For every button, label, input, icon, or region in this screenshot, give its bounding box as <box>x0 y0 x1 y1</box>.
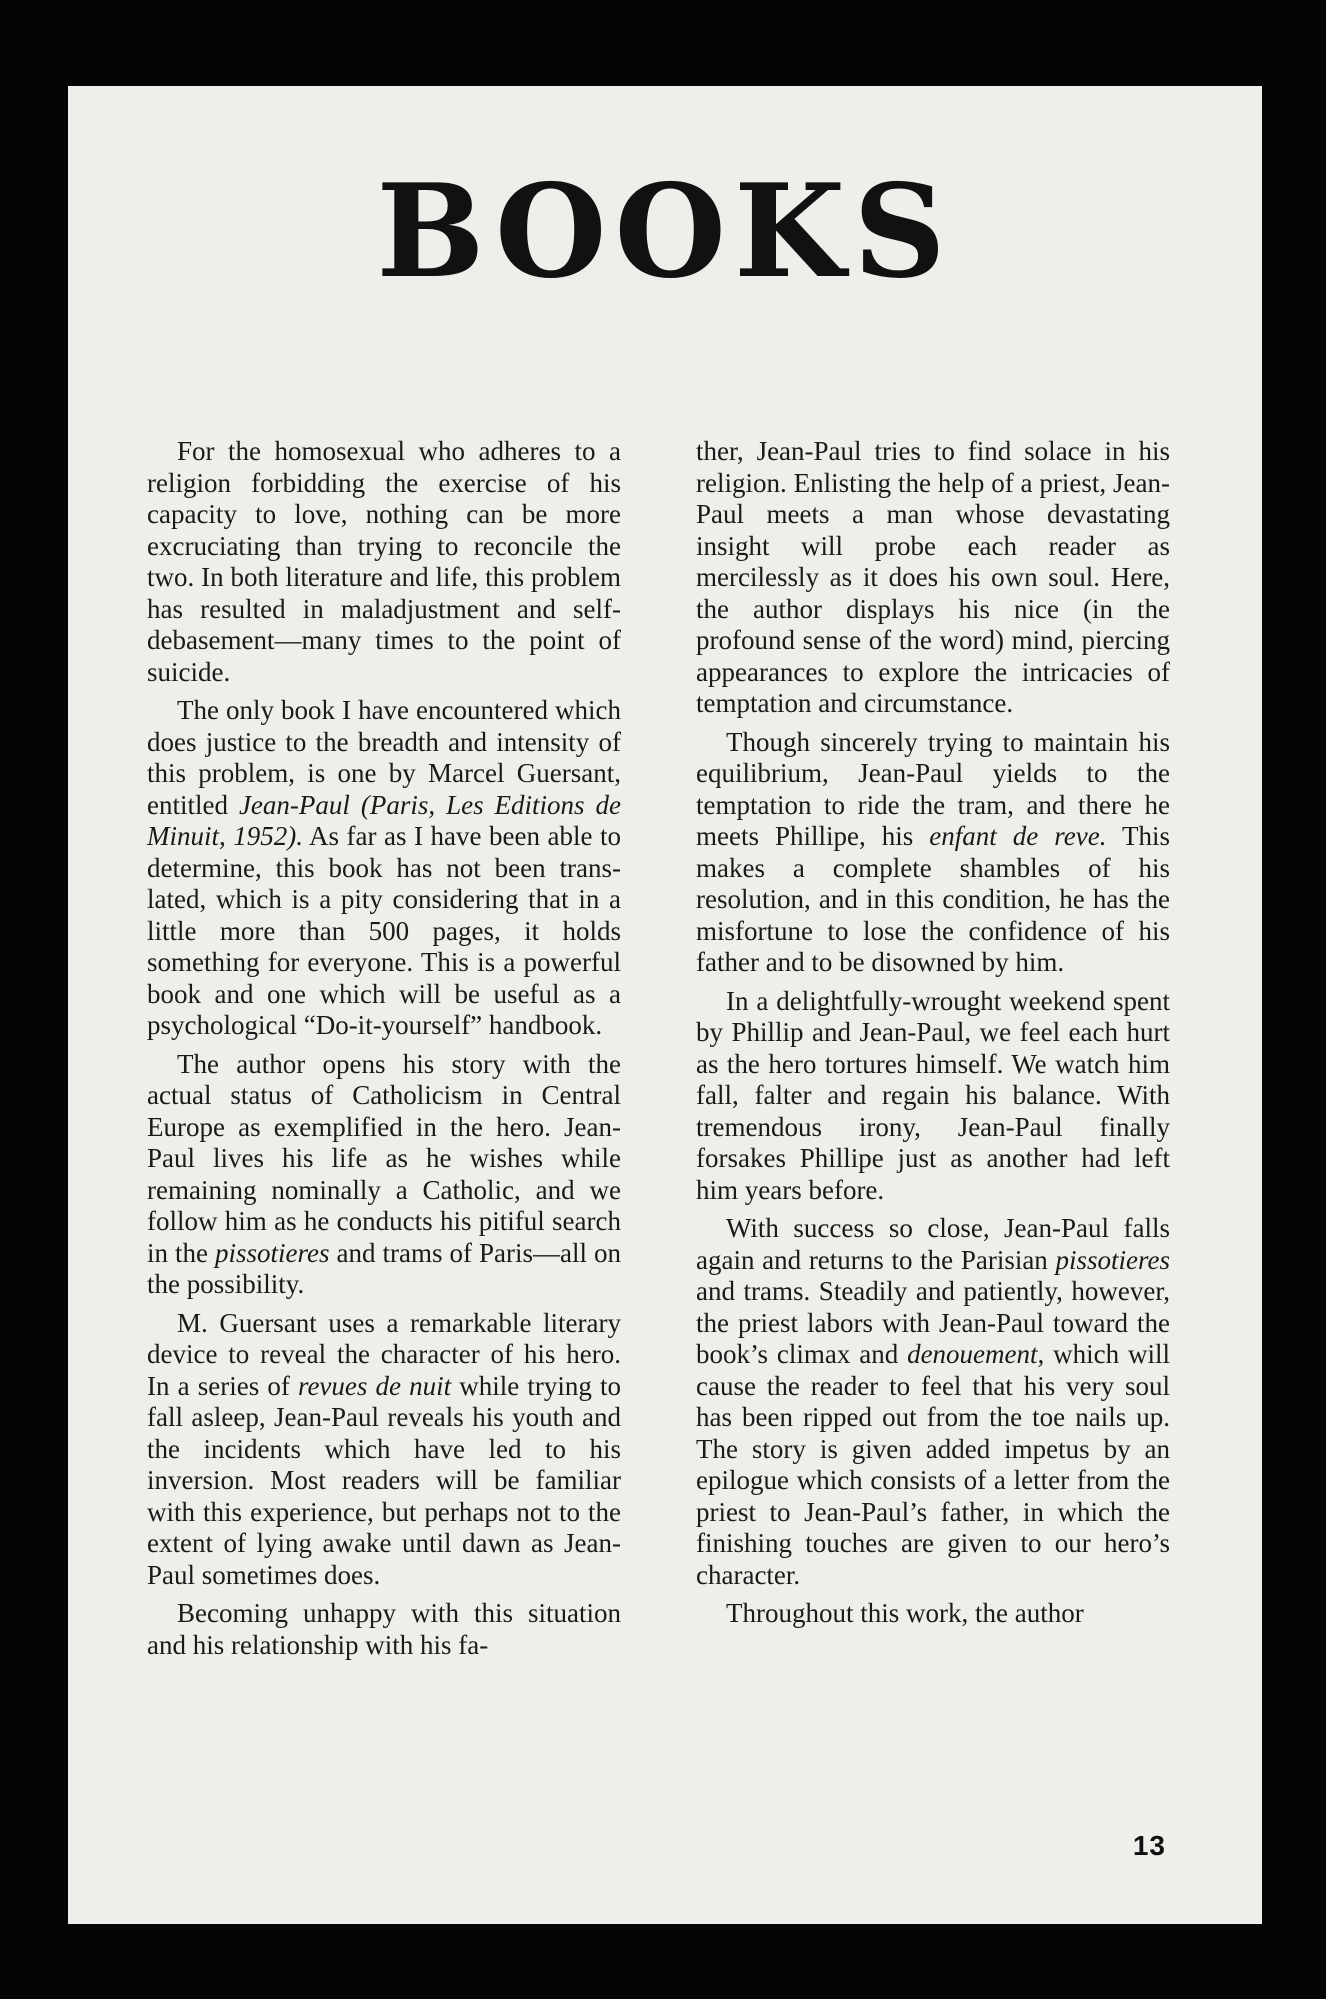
italic-term-enfant-de-reve: enfant de reve. <box>929 821 1107 851</box>
right-paragraph-2 <box>696 727 1170 979</box>
left-paragraph-2-text-a: The only book I have encountered which does justice to the breadth and intensity of this problem, is one by Marcel Guersant, entitled <box>147 695 621 820</box>
right-paragraph-4-text-a: With success so close, Jean-Paul falls again and returns to the Parisian <box>696 1213 1170 1275</box>
italic-term-pissotieres-2: pissotieres <box>1055 1244 1170 1275</box>
right-paragraph-5-text: Throughout this work, the author <box>726 1598 1084 1628</box>
left-paragraph-3 <box>147 1049 621 1301</box>
page-title: BOOKS <box>376 157 954 307</box>
page-number: 13 <box>1132 1830 1166 1861</box>
left-paragraph-4 <box>147 1308 621 1592</box>
left-paragraph-4-text-b: while trying to fall asleep, Jean-Paul reveals his youth and the incidents which have led to his inversion. Most readers will be familiar with this experience, but perhaps not to the extent of lying awake until dawn as Jean-Paul sometimes does. <box>147 1370 621 1590</box>
left-paragraph-1-text: For the homosexual who adheres to a religion forbidding the exercise of his capacity to love, nothing can be more excruciating than trying to reconcile the two. In both literature and life, this problem has resulted in maladjustment and self-debasement—many times to the point of suicide. <box>147 436 621 687</box>
left-paragraph-3-text-b: and trams of Paris—all on the possibility. <box>147 1237 621 1299</box>
right-paragraph-2-text-b: This makes a complete shambles of his resolution, and in this condition, he has the misfortune to lose the confidence of his father and to be disowned by him. <box>696 821 1171 977</box>
left-column <box>147 436 621 1668</box>
left-paragraph-3-text-a: The author opens his story with the actual status of Catholicism in Central Europe as exemplified in the hero. Jean-Paul lives his life as he wishes while remaining nominally a Catholic, and we follow him as he conducts his pitiful search in the <box>147 1048 621 1268</box>
right-paragraph-4-text-c: which will cause the reader to feel that his very soul has been ripped out from the toe nails up. The story is given added impetus by an epilogue which consists of a letter from the priest to Jean-Paul’s father, in which the finishing touches are given to our hero’s character. <box>696 1339 1170 1590</box>
right-paragraph-4 <box>696 1213 1170 1591</box>
left-paragraph-1 <box>147 436 621 688</box>
right-paragraph-3 <box>696 986 1170 1207</box>
right-paragraph-4-text-b: and trams. Steadily and patiently, however, the priest labors with Jean-Paul toward the book’s climax and <box>696 1276 1170 1369</box>
left-paragraph-2 <box>147 695 621 1042</box>
right-column <box>696 436 1170 1637</box>
magazine-page <box>68 86 1262 1924</box>
right-paragraph-2-text-a: Though sincerely trying to maintain his equilibrium, Jean-Paul yields to the temptation to ride the tram, and there he meets Phillipe, his <box>696 726 1170 851</box>
book-title-italic: Jean-Paul (Paris, Les Editions de Minuit, 1952). <box>147 789 621 851</box>
right-paragraph-1-text: ther, Jean-Paul tries to find solace in his religion. Enlisting the help of a priest, Jean-Paul meets a man whose devastating insight will probe each reader as mercilessly as it does his own soul. Here, the author displays his nice (in the profound sense of the word) mind, piercing appearances to explore the intricacies of temptation and circumstance. <box>696 436 1170 718</box>
italic-term-revues-de-nuit: revues de nuit <box>297 1370 452 1401</box>
italic-term-pissotieres: pissotieres <box>215 1237 330 1268</box>
left-paragraph-2-text-b: As far as I have been able to determine, this book has not been translated, which is a pity considering that in a little more than 500 pages, it holds something for everyone. This is a powerful book and one which will be useful as a psychological “Do-it-yourself” handbook. <box>147 821 621 1040</box>
right-paragraph-1 <box>696 436 1170 720</box>
right-paragraph-5 <box>696 1598 1170 1630</box>
right-paragraph-3-text: In a delightfully-wrought weekend spent by Phillip and Jean-Paul, we feel each hurt as the hero tortures himself. We watch him fall, falter and regain his balance. With tremendous irony, Jean-Paul finally forsakes Phillipe just as another had left him years before. <box>696 985 1170 1205</box>
left-paragraph-4-text-a: M. Guersant uses a remarkable literary device to reveal the character of his hero. In a series of <box>147 1307 621 1401</box>
italic-term-denouement: denouement, <box>907 1339 1045 1369</box>
left-paragraph-5 <box>147 1598 621 1661</box>
left-paragraph-5-text: Becoming unhappy with this situation and his relationship with his fa- <box>147 1598 621 1660</box>
